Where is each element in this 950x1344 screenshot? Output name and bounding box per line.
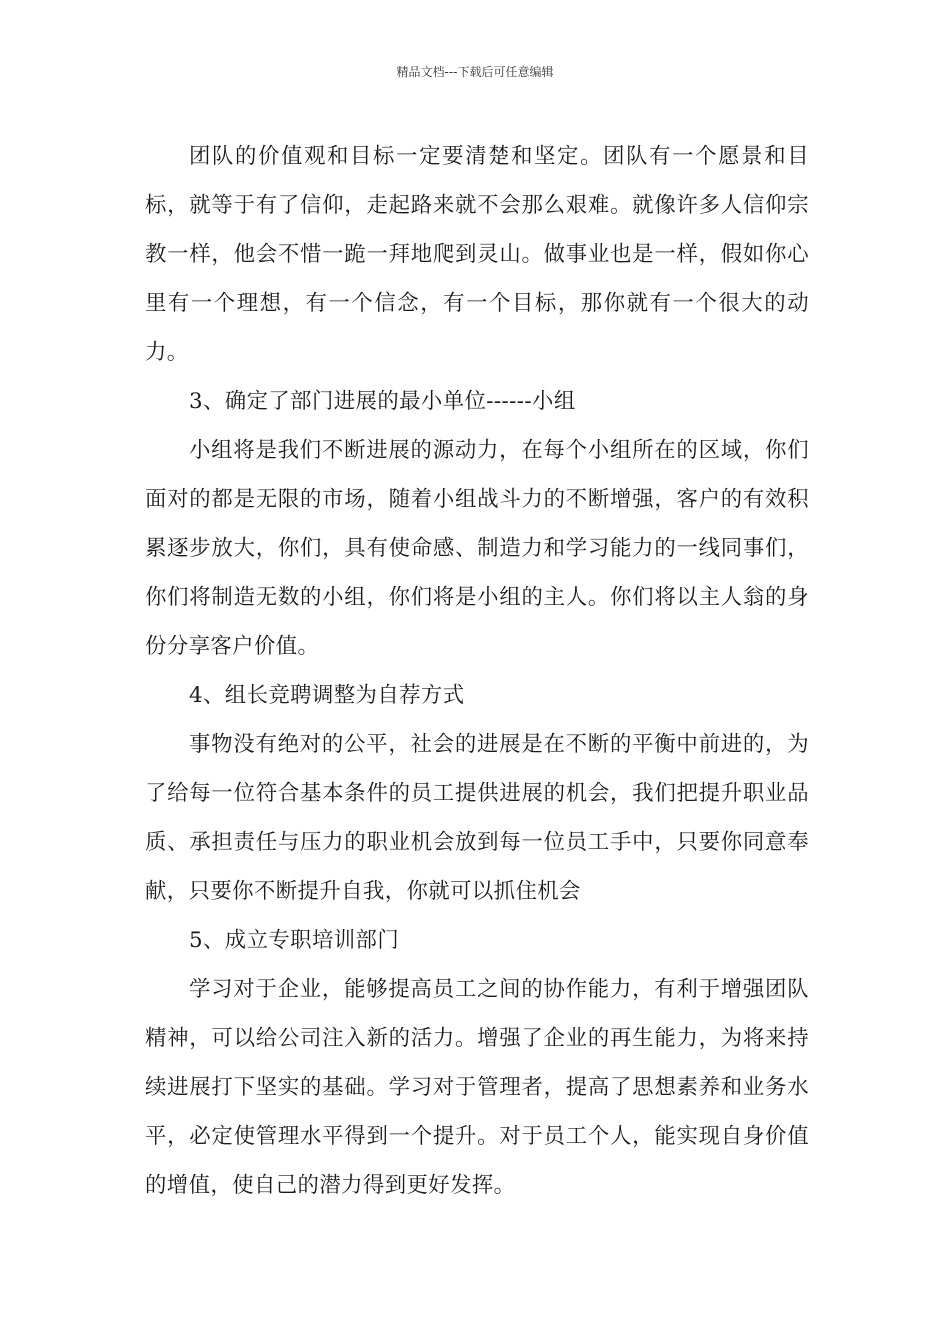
paragraph-fairness: 事物没有绝对的公平，社会的进展是在不断的平衡中前进的，为了给每一位符合基本条件的员工提供进展的机会，我们把提升职业品质、承担责任与压力的职业机会放到每一位员工手中，只要你同意奉献，只要你不断提升自我，你就可以抓住机会 (145, 732, 809, 904)
page-header: 精品文档---下载后可任意编辑 (396, 65, 554, 79)
heading-section-3: 3、确定了部门进展的最小单位------小组 (189, 389, 576, 414)
heading-section-4: 4、组长竞聘调整为自荐方式 (189, 683, 465, 708)
heading-section-5: 5、成立专职培训部门 (189, 928, 400, 953)
document-body (145, 132, 809, 1210)
paragraph-team-values: 团队的价值观和目标一定要清楚和坚定。团队有一个愿景和目标，就等于有了信仰，走起路来就不会那么艰难。就像许多人信仰宗教一样，他会不惜一跪一拜地爬到灵山。做事业也是一样，假如你心里有一个理想，有一个信念，有一个目标，那你就有一个很大的动力。 (145, 144, 809, 365)
paragraph-learning: 学习对于企业，能够提高员工之间的协作能力，有利于增强团队精神，可以给公司注入新的活力。增强了企业的再生能力，为将来持续进展打下坚实的基础。学习对于管理者，提高了思想素养和业务水平，必定使管理水平得到一个提升。对于员工个人，能实现自身价值的增值，使自己的潜力得到更好发挥。 (145, 977, 809, 1198)
paragraph-groups: 小组将是我们不断进展的源动力，在每个小组所在的区域，你们面对的都是无限的市场，随着小组战斗力的不断增强，客户的有效积累逐步放大，你们，具有使命感、制造力和学习能力的一线同事们，你们将制造无数的小组，你们将是小组的主人。你们将以主人翁的身份分享客户价值。 (145, 438, 809, 659)
